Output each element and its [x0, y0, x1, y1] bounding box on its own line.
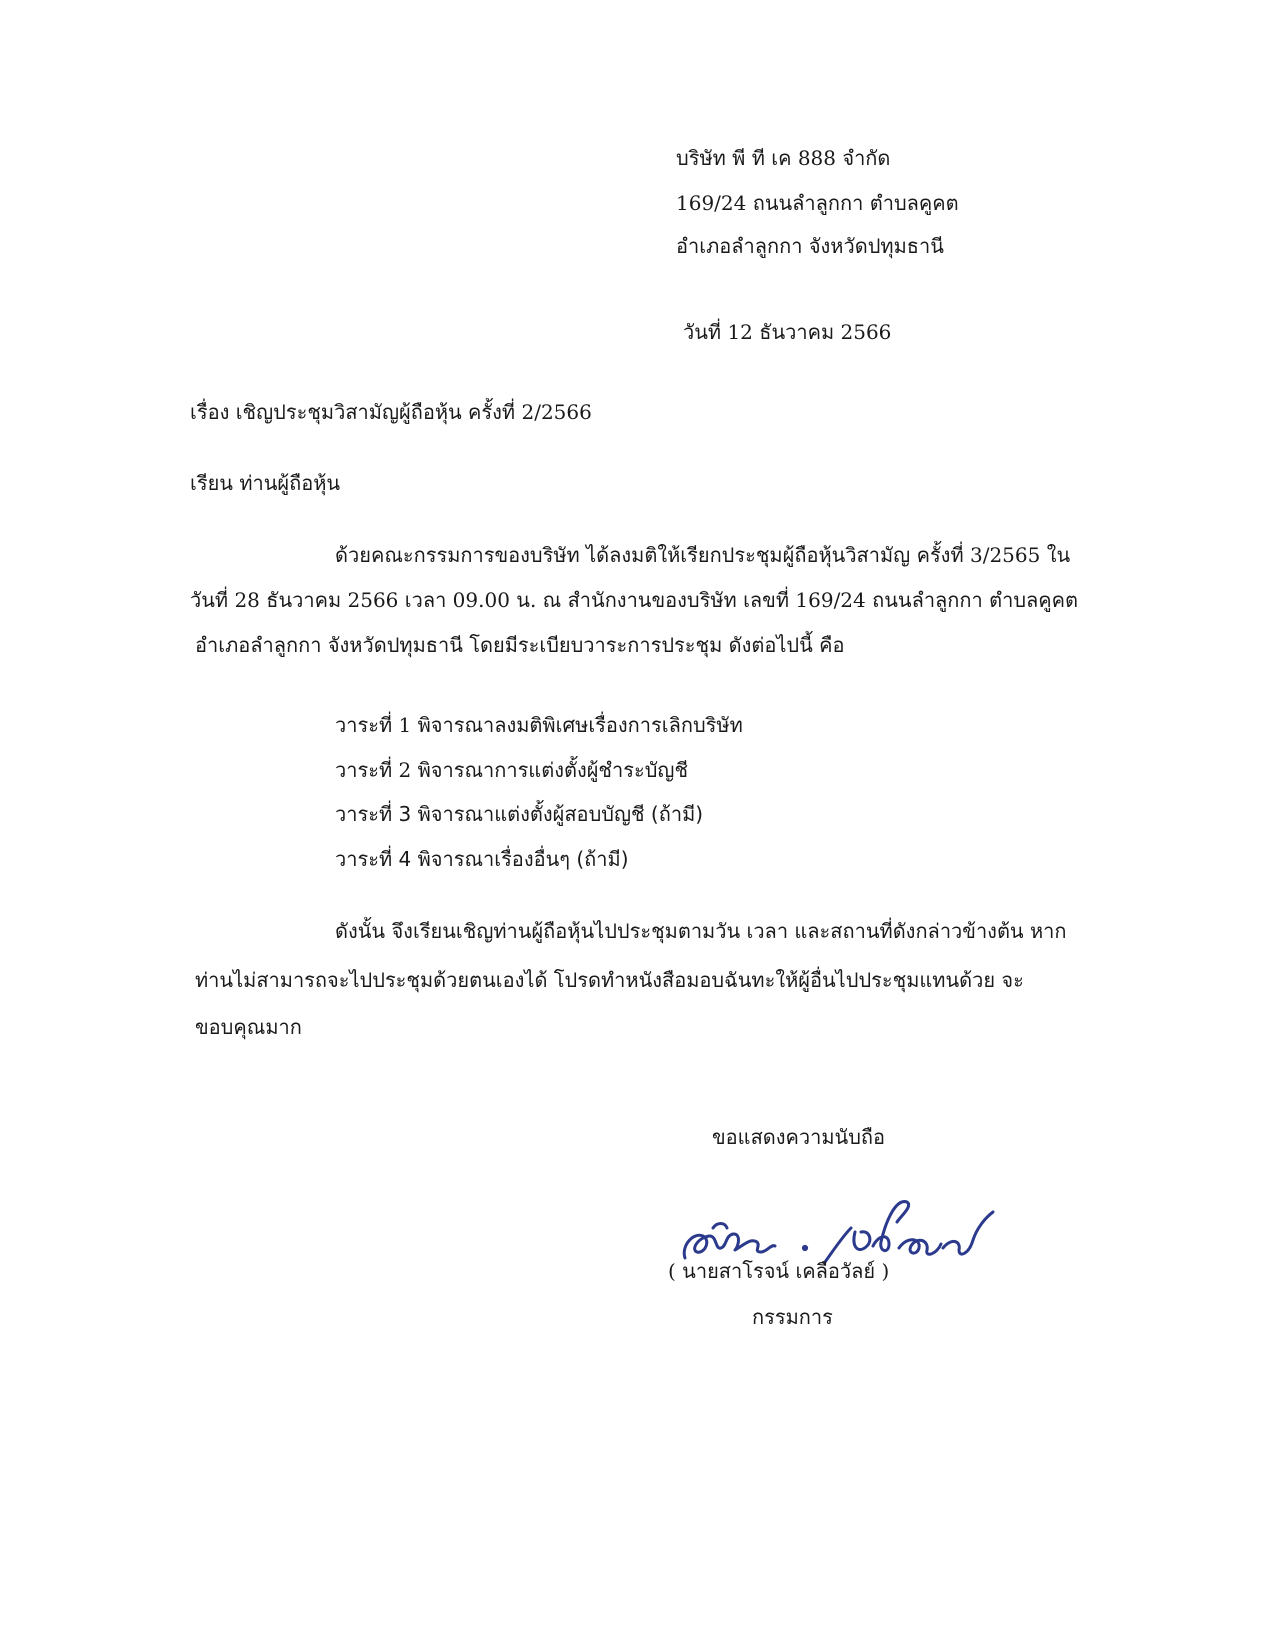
agenda-item-2: วาระที่ 2 พิจารณาการแต่งตั้งผู้ชำระบัญชี — [335, 758, 689, 782]
letter-date: วันที่ 12 ธันวาคม 2566 — [683, 320, 892, 344]
complimentary-close: ขอแสดงความนับถือ — [712, 1125, 886, 1149]
agenda-item-3: วาระที่ 3 พิจารณาแต่งตั้งผู้สอบบัญชี (ถ้ามี) — [335, 802, 704, 826]
paragraph2-line2: ท่านไม่สามารถจะไปประชุมด้วยตนเองได้ โปรดทำหนังสือมอบฉันทะให้ผู้อื่นไปประชุมแทนด้วย จะ — [195, 968, 1024, 992]
agenda-item-1: วาระที่ 1 พิจารณาลงมติพิเศษเรื่องการเลิกบริษัท — [335, 713, 743, 737]
agenda-item-4: วาระที่ 4 พิจารณาเรื่องอื่นๆ (ถ้ามี) — [335, 847, 629, 871]
paragraph1-line3: อำเภอลำลูกกา จังหวัดปทุมธานี โดยมีระเบียบวาระการประชุม ดังต่อไปนี้ คือ — [195, 633, 845, 657]
letter-subject: เรื่อง เชิญประชุมวิสามัญผู้ถือหุ้น ครั้งที่ 2/2566 — [190, 400, 592, 424]
paragraph2-line3: ขอบคุณมาก — [195, 1015, 302, 1039]
company-name: บริษัท พี ที เค 888 จำกัด — [676, 146, 891, 170]
paragraph1-line2: วันที่ 28 ธันวาคม 2566 เวลา 09.00 น. ณ สำนักงานของบริษัท เลขที่ 169/24 ถนนลำลูกกา ตำบลคูคต — [190, 588, 1079, 612]
salutation: เรียน ท่านผู้ถือหุ้น — [190, 471, 341, 495]
signatory-name: ( นายสาโรจน์ เคลือวัลย์ ) — [668, 1259, 890, 1283]
signatory-title: กรรมการ — [752, 1305, 833, 1329]
address-line-1: 169/24 ถนนลำลูกกา ตำบลคูคต — [676, 191, 959, 215]
paragraph2-line1: ดังนั้น จึงเรียนเชิญท่านผู้ถือหุ้นไปประชุมตามวัน เวลา และสถานที่ดังกล่าวข้างต้น หาก — [335, 919, 1067, 943]
paragraph1-line1: ด้วยคณะกรรมการของบริษัท ได้ลงมติให้เรียกประชุมผู้ถือหุ้นวิสามัญ ครั้งที่ 3/2565 ใน — [335, 543, 1071, 567]
address-line-2: อำเภอลำลูกกา จังหวัดปทุมธานี — [676, 234, 944, 258]
